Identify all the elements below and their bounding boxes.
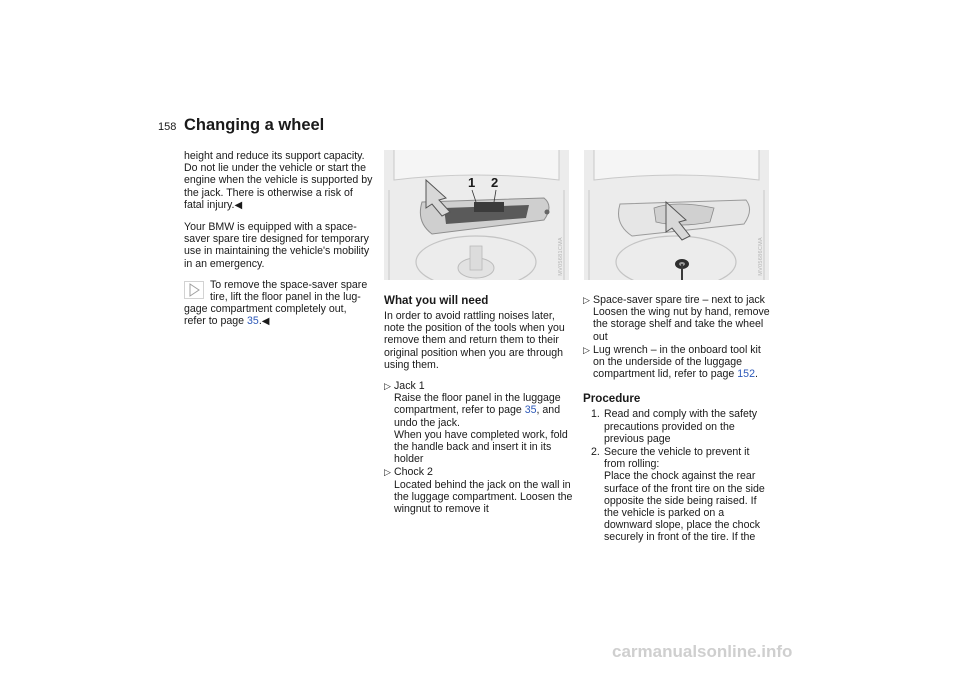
image-code: MV05681CMA (558, 237, 564, 276)
jack-title: Jack 1 (394, 380, 425, 393)
step-number: 2. (591, 446, 600, 459)
jack-text: Raise the floor panel in the luggage compartment, refer to page 35, and undo the jack. (394, 392, 561, 429)
image-code: MV05686CMA (758, 237, 764, 276)
list-item-lug-wrench (583, 344, 773, 381)
note-line3: gage compartment completely out, (184, 303, 347, 316)
column-right (583, 294, 773, 545)
step-text-2: Place the chock against the rear surface of the front tire on the side opposite the side being raised. If the vehicle is parked on a downward slope, place the chock securely in front of the tire. If the (604, 470, 765, 544)
spare-title: Space-saver spare tire – next to jack (593, 294, 765, 306)
page-link-35[interactable]: 35 (247, 315, 259, 328)
heading-procedure: Procedure (583, 392, 641, 406)
watermark: carmanualsonline.info (612, 642, 793, 661)
step-text: Secure the vehicle to prevent it from rolling: (604, 446, 750, 471)
image-spare-tire (584, 150, 769, 280)
list-item-chock (384, 466, 574, 515)
page-link-152[interactable]: 152 (737, 368, 755, 381)
trunk-jack-illustration (384, 150, 569, 280)
end-mark: ◀ (261, 316, 270, 328)
bullet-arrow-icon: ▷ (583, 344, 590, 355)
page-title: Changing a wheel (184, 116, 325, 134)
procedure-step-2 (583, 446, 773, 544)
warning-continuation: height and reduce its support capacity. Do not lie under the vehicle or start the engine when the vehicle is supported by the jack. There is otherwise a risk of fatal injury.◀ (184, 150, 373, 211)
list-item-spare-tire (583, 294, 773, 343)
spare-text: Loosen the wing nut by hand, remove the storage shelf and take the wheel out (593, 306, 770, 343)
spare-tire-paragraph: Your BMW is equipped with a space-saver spare tire designed for temporary use in maintaining the vehicle's mobility in an emergency. (184, 221, 370, 270)
image-tool-location (384, 150, 569, 280)
bullet-arrow-icon: ▷ (384, 467, 391, 478)
callout-2: 2 (491, 175, 499, 190)
note-reference: refer to page 35.◀ (184, 315, 270, 328)
procedure-step-1 (583, 408, 773, 445)
page-number: 158 (158, 121, 177, 133)
note-line2: tire, lift the floor panel in the lug- (210, 291, 361, 304)
chock-text: Located behind the jack on the wall in the luggage compartment. Loosen the wingnut to remove it (394, 478, 573, 516)
bullet-arrow-icon: ▷ (384, 381, 391, 392)
bullet-arrow-icon: ▷ (583, 295, 590, 305)
callout-1: 1 (468, 175, 476, 190)
column-left (184, 150, 374, 329)
chock-title: Chock 2 (394, 466, 433, 479)
heading-what-you-will-need: What you will need (384, 294, 489, 307)
column-middle (384, 294, 574, 516)
note-box (184, 279, 374, 329)
jack-text-2: When you have completed work, fold the handle back and insert it in its holder (394, 428, 568, 466)
trunk-spare-illustration (584, 150, 769, 280)
list-item-jack (384, 380, 574, 465)
end-mark: ◀ (234, 199, 243, 211)
note-arrow-icon (184, 281, 204, 299)
step-text: Read and comply with the safety precautions provided on the previous page (604, 408, 758, 445)
page-link-35[interactable]: 35 (524, 404, 537, 417)
lug-text: Lug wrench – in the onboard tool kit on the underside of the luggage compartment lid, refer to page 152. (593, 343, 761, 381)
step-number: 1. (591, 408, 600, 421)
note-line1: To remove the space-saver spare (210, 278, 368, 291)
tools-intro: In order to avoid rattling noises later, note the position of the tools when you remove them and return them to their original position when you are through using them. (384, 310, 565, 371)
